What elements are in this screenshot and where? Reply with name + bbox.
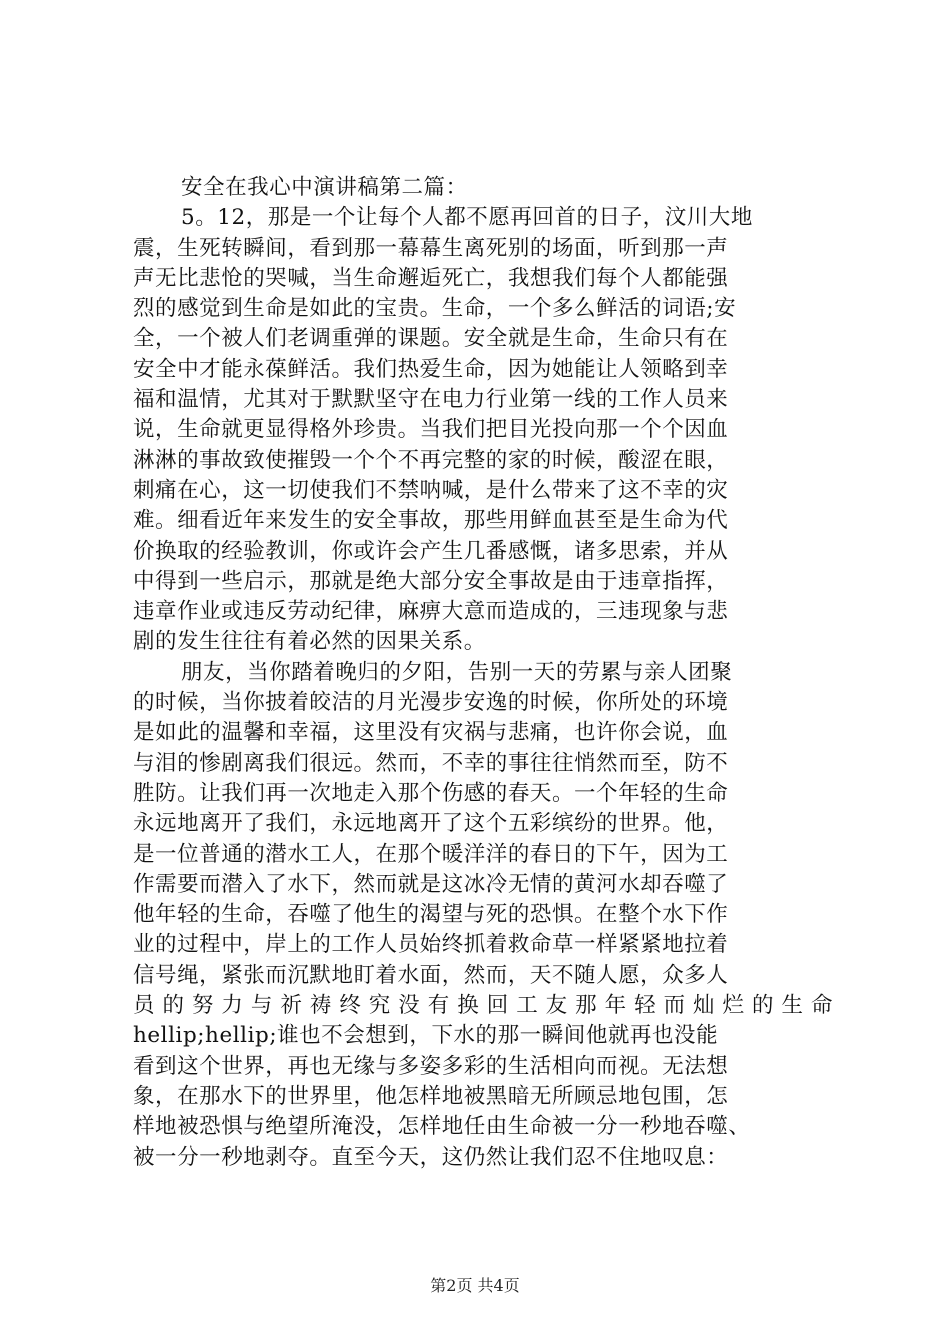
text-line: hellip;hellip;谁也不会想到，下水的那一瞬间他就再也没能 <box>133 1023 719 1049</box>
text-line: 被一分一秒地剥夺。直至今天，这仍然让我们忍不住地叹息： <box>133 1144 729 1170</box>
text-line: 看到这个世界，再也无缘与多姿多彩的生活相向而视。无法想 <box>133 1053 729 1079</box>
text-line: 安全中才能永葆鲜活。我们热爱生命，因为她能让人领略到幸 <box>133 356 729 382</box>
text-line: 违章作业或违反劳动纪律，麻痹大意而造成的，三违现象与悲 <box>133 599 729 625</box>
text-line: 刺痛在心，这一切使我们不禁呐喊，是什么带来了这不幸的灾 <box>133 477 729 503</box>
page-number-footer: 第2页 共4页 <box>430 1276 520 1295</box>
text-line: 是一位普通的潜水工人，在那个暖洋洋的春日的下午，因为工 <box>133 841 729 867</box>
text-line: 的时候，当你披着皎洁的月光漫步安逸的时候，你所处的环境 <box>133 690 729 716</box>
text-line: 5。12，那是一个让每个人都不愿再回首的日子，汶川大地 <box>181 205 753 231</box>
text-line: 业的过程中，岸上的工作人员始终抓着救命草一样紧紧地拉着 <box>133 932 729 958</box>
text-line: 他年轻的生命，吞噬了他生的渴望与死的恐惧。在整个水下作 <box>133 902 729 928</box>
text-line: 样地被恐惧与绝望所淹没，怎样地任由生命被一分一秒地吞噬、 <box>133 1114 751 1140</box>
text-line: 淋淋的事故致使摧毁一个个不再完整的家的时候，酸涩在眼， <box>133 447 729 473</box>
text-line: 震，生死转瞬间，看到那一幕幕生离死别的场面，听到那一声 <box>133 235 729 261</box>
text-line: 中得到一些启示，那就是绝大部分安全事故是由于违章指挥， <box>133 568 729 594</box>
text-line: 难。细看近年来发生的安全事故，那些用鲜血甚至是生命为代 <box>133 508 729 534</box>
text-line: 与泪的惨剧离我们很远。然而，不幸的事往往悄然而至，防不 <box>133 750 729 776</box>
text-line: 永远地离开了我们，永远地离开了这个五彩缤纷的世界。他， <box>133 811 729 837</box>
text-line: 象，在那水下的世界里，他怎样地被黑暗无所顾忌地包围，怎 <box>133 1083 729 1109</box>
text-line: 员的努力与祈祷终究没有换回工友那年轻而灿烂的生命 <box>133 993 833 1019</box>
text-line: 说，生命就更显得格外珍贵。当我们把目光投向那一个个因血 <box>133 417 729 443</box>
text-line: 朋友，当你踏着晚归的夕阳，告别一天的劳累与亲人团聚 <box>181 659 733 685</box>
text-line: 胜防。让我们再一次地走入那个伤感的春天。一个年轻的生命 <box>133 780 729 806</box>
text-line: 烈的感觉到生命是如此的宝贵。生命，一个多么鲜活的词语;安 <box>133 296 737 322</box>
text-line: 是如此的温馨和幸福，这里没有灾祸与悲痛，也许你会说，血 <box>133 720 729 746</box>
text-line: 信号绳，紧张而沉默地盯着水面，然而，天不随人愿，众多人 <box>133 962 729 988</box>
text-line: 作需要而潜入了水下，然而就是这冰冷无情的黄河水却吞噬了 <box>133 871 729 897</box>
section-heading: 安全在我心中演讲稿第二篇： <box>181 175 468 200</box>
text-line: 声无比悲怆的哭喊，当生命邂逅死亡，我想我们每个人都能强 <box>133 265 729 291</box>
text-line: 福和温情，尤其对于默默坚守在电力行业第一线的工作人员来 <box>133 387 729 413</box>
text-line: 全，一个被人们老调重弹的课题。安全就是生命，生命只有在 <box>133 326 729 352</box>
document-body <box>133 173 833 1173</box>
text-line: 剧的发生往往有着必然的因果关系。 <box>133 629 486 655</box>
text-line: 价换取的经验教训，你或许会产生几番感慨，诸多思索，并从 <box>133 538 729 564</box>
